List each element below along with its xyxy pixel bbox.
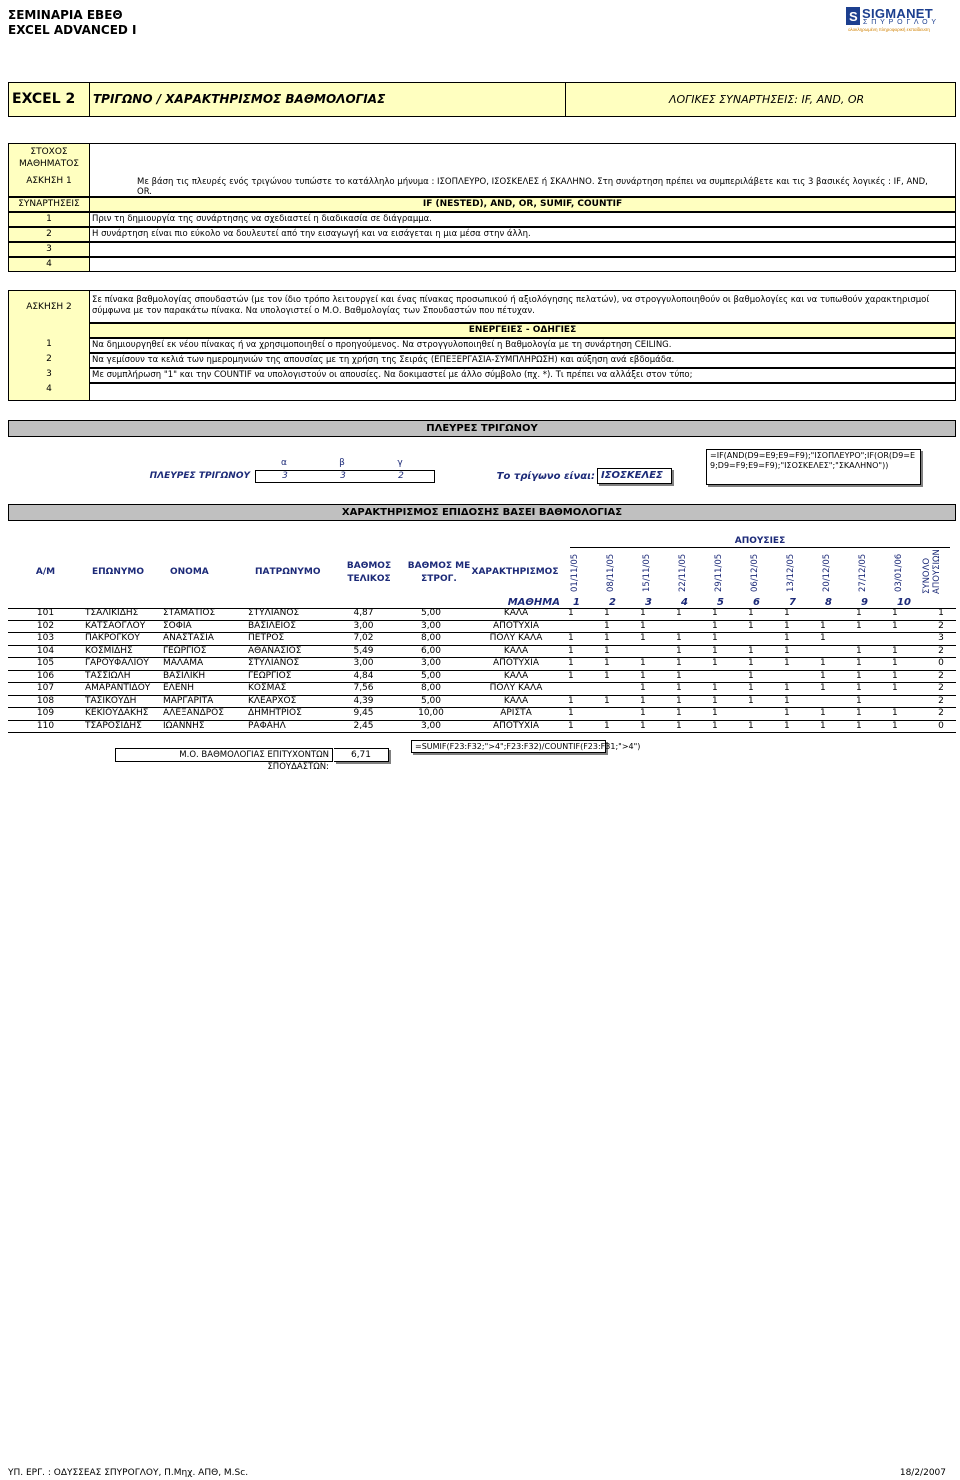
rounded-grade-cell: 8,00	[420, 633, 442, 643]
lesson-number: 6	[753, 597, 760, 608]
absence-cell: 1	[640, 683, 646, 693]
absence-cell	[746, 633, 782, 646]
exercise1-label: ΑΣΚΗΣΗ 1	[26, 176, 72, 186]
absence-cell: 1	[640, 658, 646, 668]
absence-cell: 1	[784, 720, 790, 731]
characterization-cell: ΚΑΛΑ	[503, 645, 529, 656]
absence-cell: 1	[856, 708, 862, 718]
father-cell: ΣΤΥΛΙΑΝΟΣ	[248, 608, 300, 618]
table-row	[8, 695, 956, 708]
father-cell: ΚΛΕΑΡΧΟΣ	[248, 695, 297, 706]
final-grade-cell: 2,45	[353, 720, 374, 731]
average-value: 6,71	[334, 748, 389, 762]
absence-cell: 1	[784, 658, 790, 668]
step-text	[90, 383, 956, 401]
step-text	[90, 257, 956, 272]
triangle-side-value: 3	[340, 471, 346, 481]
date-header: 13/12/05	[786, 553, 796, 592]
absence-cell	[566, 683, 602, 696]
total-absences-cell: 0	[938, 658, 944, 668]
absence-cell: 1	[892, 670, 898, 681]
name-cell: ΓΕΩΡΓΙΟΣ	[163, 645, 207, 656]
absence-cell	[674, 620, 710, 633]
absence-cell: 1	[604, 658, 610, 668]
absence-cell: 1	[676, 658, 682, 668]
total-absences-cell: 3	[938, 633, 944, 643]
absence-cell: 1	[568, 633, 574, 643]
characterization-cell: ΚΑΛΑ	[503, 695, 529, 706]
absence-cell: 1	[892, 720, 898, 731]
col-name: ΟΝΟΜΑ	[170, 567, 209, 577]
absence-cell: 1	[784, 645, 790, 656]
lesson-number: 2	[609, 597, 616, 608]
sigmanet-logo	[846, 6, 946, 36]
absences-label: ΑΠΟΥΣΙΕΣ	[570, 535, 950, 548]
absence-cell: 1	[820, 658, 826, 668]
characterization-cell: ΑΡΙΣΤΑ	[500, 708, 532, 718]
triangle-values	[255, 470, 435, 483]
absence-cell: 1	[568, 645, 574, 656]
am-cell: 101	[36, 608, 55, 618]
father-cell: ΚΟΣΜΑΣ	[248, 683, 287, 693]
absence-cell: 1	[640, 620, 646, 631]
am-cell: 103	[36, 633, 55, 643]
total-absences-cell: 1	[938, 608, 944, 618]
absence-cell	[602, 708, 638, 721]
absence-cell: 1	[892, 683, 898, 693]
step-number: 4	[46, 384, 52, 394]
rounded-grade-cell: 8,00	[420, 683, 442, 693]
absence-cell: 1	[748, 720, 754, 731]
step-text: Να γεμίσουν τα κελιά των ημερομηνιών της απουσίας με τη χρήση της Σειράς (ΕΠΕΞΕΡΓΑΣΙΑ-ΣΥΜΠΛΗΡΩΣΗ) και αύξηση ανά εβδομάδα.	[90, 353, 956, 368]
absence-cell: 1	[784, 608, 790, 618]
name-cell: ΕΛΕΝΗ	[163, 683, 195, 693]
characterization-cell: ΚΑΛΑ	[503, 670, 529, 681]
absence-cell: 1	[856, 608, 862, 618]
name-cell: ΙΩΑΝΝΗΣ	[163, 720, 205, 731]
surname-cell: ΤΣΑΛΙΚΙΔΗΣ	[85, 608, 139, 618]
exercise-code: EXCEL 2	[12, 91, 76, 107]
name-cell: ΣΟΦΙΑ	[163, 620, 192, 631]
functions-label: ΣΥΝΑΡΤΗΣΕΙΣ	[8, 197, 90, 212]
surname-cell: ΑΜΑΡΑΝΤΙΔΟΥ	[85, 683, 151, 693]
final-grade-cell: 7,02	[353, 633, 374, 643]
table-row	[8, 720, 956, 733]
absence-cell: 1	[604, 620, 610, 631]
absence-cell: 1	[676, 708, 682, 718]
absence-cell: 1	[604, 633, 610, 643]
rounded-grade-cell: 3,00	[420, 620, 442, 631]
functions-list: IF (NESTED), AND, OR, SUMIF, COUNTIF	[90, 197, 956, 212]
document-header	[8, 8, 137, 38]
absence-cell: 1	[856, 645, 862, 656]
surname-cell: ΚΑΤΣΑΟΓΛΟΥ	[85, 620, 146, 631]
absence-cell	[818, 645, 854, 658]
absence-cell	[782, 670, 818, 683]
surname-cell: ΤΣΑΡΟΣΙΔΗΣ	[85, 720, 142, 731]
table-row	[8, 608, 956, 620]
actions-label: ΕΝΕΡΓΕΙΕΣ - ΟΔΗΓΙΕΣ	[90, 323, 956, 338]
total-absences-cell: 2	[938, 620, 944, 631]
absence-cell: 1	[712, 620, 718, 631]
step-text: Η συνάρτηση είναι πιο εύκολο να δουλευτεί από την εισαγωγή και να εισάγεται η μια μέσα στην άλλη.	[90, 227, 956, 242]
lesson-number: 1	[573, 597, 580, 608]
absence-cell: 1	[856, 658, 862, 668]
total-absences-cell: 2	[938, 645, 944, 656]
absence-cell: 1	[892, 620, 898, 631]
absence-cell: 1	[712, 608, 718, 618]
grades-band: ΧΑΡΑΚΤΗΡΙΣΜΟΣ ΕΠΙΔΟΣΗΣ ΒΑΣΕΙ ΒΑΘΜΟΛΟΓΙΑΣ	[8, 504, 956, 521]
absence-cell	[818, 695, 854, 708]
absence-cell: 1	[892, 608, 898, 618]
date-header: 01/11/05	[570, 553, 580, 592]
rounded-grade-cell: 3,00	[420, 658, 442, 668]
lesson-number: 7	[789, 597, 796, 608]
absence-cell: 1	[568, 708, 574, 718]
col-rounded: ΒΑΘΜΟΣ ΜΕ ΣΤΡΟΓ.	[407, 561, 471, 584]
surname-cell: ΚΟΣΜΙΔΗΣ	[85, 645, 133, 656]
triangle-heads	[255, 457, 435, 470]
step-number: 2	[8, 227, 90, 242]
absence-cell: 1	[604, 670, 610, 681]
final-grade-cell: 3,00	[353, 658, 374, 668]
date-header: 27/12/05	[858, 553, 868, 592]
am-cell: 108	[36, 695, 55, 706]
exercise1-text: Με βάση τις πλευρές ενός τριγώνου τυπώστε το κατάλληλο μήνυμα : ΙΣΟΠΛΕΥΡΟ, ΙΣΟΣΚΕΛΕΣ ή ΣΚΑΛΗΝΟ. Στη συνάρτηση πρέπει να συμπεριλάβετε και τις 3 βασικές λογικές : IF, AND, OR.	[137, 177, 928, 197]
table-row	[8, 670, 956, 683]
absence-cell: 1	[820, 670, 826, 681]
triangle-result: ΙΣΟΣΚΕΛΕΣ	[597, 468, 672, 484]
lesson-label: ΜΑΘΗΜΑ	[507, 597, 560, 608]
absence-cell: 1	[640, 708, 646, 718]
rounded-grade-cell: 6,00	[420, 645, 442, 656]
col-father: ΠΑΤΡΩΝΥΜΟ	[255, 567, 321, 577]
surname-cell: ΤΑΣΙΚΟΥΔΗ	[85, 695, 137, 706]
absence-cell: 1	[640, 670, 646, 681]
absence-cell: 1	[748, 670, 754, 681]
col-am: Α/Μ	[35, 567, 56, 577]
absence-cell: 1	[712, 720, 718, 731]
logo-subtitle: Σ Π Υ Ρ Ο Γ Λ Ο Υ	[863, 19, 938, 26]
surname-cell: ΚΕΚΙΟΥΔΑΚΗΣ	[85, 708, 149, 718]
exercise-banner	[8, 82, 956, 117]
surname-cell: ΤΑΣΣΙΩΛΗ	[85, 670, 131, 681]
final-grade-cell: 4,87	[353, 608, 374, 618]
total-absences-cell: 2	[938, 683, 944, 693]
lesson-number: 9	[861, 597, 868, 608]
absence-cell: 1	[784, 708, 790, 718]
total-absences-cell: 2	[938, 708, 944, 718]
absence-cell: 1	[748, 658, 754, 668]
triangle-side-value: 2	[398, 471, 404, 481]
name-cell: ΒΑΣΙΛΙΚΗ	[163, 670, 206, 681]
absence-cell: 1	[892, 708, 898, 718]
am-cell: 106	[36, 670, 55, 681]
absence-cell: 1	[748, 608, 754, 618]
col-characterization: ΧΑΡΑΚΤΗΡΙΣΜΟΣ	[471, 567, 559, 577]
absence-cell: 1	[820, 633, 826, 643]
triangle-band: ΠΛΕΥΡΕΣ ΤΡΙΓΩΝΟΥ	[8, 420, 956, 437]
father-cell: ΓΕΩΡΓΙΟΣ	[248, 670, 292, 681]
absence-cell: 1	[676, 645, 682, 656]
footer-date: 18/2/2007	[899, 1468, 946, 1478]
date-header: 29/11/05	[714, 553, 724, 592]
father-cell: ΒΑΣΙΛΕΙΟΣ	[248, 620, 296, 631]
absence-cell: 1	[784, 620, 790, 631]
triangle-row-label: ΠΛΕΥΡΕΣ ΤΡΙΓΩΝΟΥ	[149, 471, 250, 481]
date-header: 22/11/05	[678, 553, 688, 592]
table-row	[8, 633, 956, 646]
father-cell: ΠΕΤΡΟΣ	[248, 633, 285, 643]
father-cell: ΡΑΦΑΗΛ	[248, 720, 286, 731]
rounded-grade-cell: 5,00	[420, 670, 442, 681]
final-grade-cell: 4,39	[353, 695, 374, 706]
step-text: Πριν τη δημιουργία της συνάρτησης να σχεδιαστεί η διαδικασία σε διάγραμμα.	[90, 212, 956, 227]
absence-cell: 1	[640, 608, 646, 618]
absence-cell	[710, 670, 746, 683]
rounded-grade-cell: 3,00	[420, 720, 442, 731]
absence-cell: 1	[892, 645, 898, 656]
absence-cell: 1	[568, 608, 574, 618]
course-title: EXCEL ADVANCED I	[8, 23, 137, 37]
triangle-side-head: γ	[397, 458, 403, 468]
absence-cell: 1	[748, 683, 754, 693]
absence-cell: 1	[892, 658, 898, 668]
absence-cell: 1	[676, 608, 682, 618]
date-header: 08/11/05	[606, 553, 616, 592]
date-header: 20/12/05	[822, 553, 832, 592]
absence-cell: 1	[856, 683, 862, 693]
am-cell: 102	[36, 620, 55, 631]
seminar-title: ΣΕΜΙΝΑΡΙΑ ΕΒΕΘ	[8, 8, 123, 22]
final-grade-cell: 4,84	[353, 670, 374, 681]
father-cell: ΔΗΜΗΤΡΙΟΣ	[248, 708, 302, 718]
absence-cell: 1	[820, 720, 826, 731]
absence-cell: 1	[856, 670, 862, 681]
absence-cell: 1	[784, 695, 790, 706]
characterization-cell: ΠΟΛΥ ΚΑΛΑ	[489, 683, 543, 693]
total-absences-cell: 0	[938, 720, 944, 731]
absence-cell: 1	[640, 695, 646, 706]
name-cell: ΑΛΕΞΑΝΔΡΟΣ	[163, 708, 224, 718]
average-label: Μ.Ο. ΒΑΘΜΟΛΟΓΙΑΣ ΕΠΙΤΥΧΟΝΤΩΝ ΣΠΟΥΔΑΣΤΩΝ:	[115, 748, 333, 762]
absence-cell: 1	[712, 645, 718, 656]
absence-cell: 1	[856, 620, 862, 631]
am-cell: 104	[36, 645, 55, 656]
table-row	[8, 708, 956, 721]
final-grade-cell: 5,49	[353, 645, 374, 656]
step-number: 2	[46, 354, 52, 364]
step-number: 3	[46, 369, 52, 379]
step-number: 3	[8, 242, 90, 257]
table-row	[8, 683, 956, 696]
rounded-grade-cell: 10,00	[418, 708, 444, 718]
final-grade-cell: 9,45	[353, 708, 374, 718]
exercise-title: ΤΡΙΓΩΝΟ / ΧΑΡΑΚΤΗΡΙΣΜΟΣ ΒΑΘΜΟΛΟΓΙΑΣ	[93, 92, 386, 106]
absence-cell: 1	[604, 608, 610, 618]
absence-cell: 1	[604, 720, 610, 731]
absence-cell: 1	[712, 708, 718, 718]
absence-cell: 1	[568, 670, 574, 681]
father-cell: ΣΤΥΛΙΑΝΟΣ	[248, 658, 300, 668]
lesson-number: 10	[897, 597, 911, 608]
triangle-result-label: Το τρίγωνο είναι:	[496, 471, 595, 482]
absence-cell: 1	[712, 633, 718, 643]
date-header: 06/12/05	[750, 553, 760, 592]
absence-cell: 1	[676, 695, 682, 706]
absence-cell	[746, 708, 782, 721]
absence-cell: 1	[856, 695, 862, 706]
step-text: Να δημιουργηθεί εκ νέου πίνακας ή να χρησιμοποιηθεί ο προηγούμενος. Να στρογγυλοποιηθεί η Βαθμολογία με τη συνάρτηση CEILING.	[90, 338, 956, 353]
goal-label: ΣΤΟΧΟΣ ΜΑΘΗΜΑΤΟΣ	[19, 147, 79, 169]
exercise2-text: Σε πίνακα βαθμολογίας σπουδαστών (με τον ίδιο τρόπο λειτουργεί και ένας πίνακας προσωπικού ή αξιολόγησης πελατών), να στρογγυλοποιηθούν οι βαθμολογίες και να τυπωθούν χαρακτηρισμοί σύμφωνα με τον παρακάτω πίνακα. Να υπολογιστεί ο Μ.Ο. Βαθμολογίας των Σπουδαστών που πέτυχαν.	[92, 295, 930, 316]
father-cell: ΑΘΑΝΑΣΙΟΣ	[248, 645, 302, 656]
rounded-grade-cell: 5,00	[420, 695, 442, 706]
am-cell: 105	[36, 658, 55, 668]
rounded-grade-cell: 5,00	[420, 608, 442, 618]
average-formula: =SUMIF(F23:F32;">4";F23:F32)/COUNTIF(F23:F31;">4")	[411, 740, 606, 753]
absence-cell	[890, 695, 926, 708]
final-grade-cell: 7,56	[353, 683, 374, 693]
col-surname: ΕΠΩΝΥΜΟ	[92, 567, 144, 577]
characterization-cell: ΑΠΟΤΥΧΙΑ	[493, 658, 539, 668]
am-cell: 110	[36, 720, 55, 731]
absence-cell	[818, 608, 854, 620]
absence-cell: 1	[604, 645, 610, 656]
characterization-cell: ΠΟΛΥ ΚΑΛΑ	[489, 633, 543, 643]
exercise-functions: ΛΟΓΙΚΕΣ ΣΥΝΑΡΤΗΣΕΙΣ: IF, AND, OR	[669, 93, 865, 106]
absence-cell: 1	[712, 695, 718, 706]
triangle-side-head: β	[339, 458, 345, 468]
step-number: 1	[8, 212, 90, 227]
final-grade-cell: 3,00	[353, 620, 374, 631]
absence-cell: 1	[640, 720, 646, 731]
absence-cell: 1	[820, 683, 826, 693]
absence-cell: 1	[712, 658, 718, 668]
absence-cell: 1	[820, 620, 826, 631]
surname-cell: ΓΑΡΟΥΦΑΛΙΟΥ	[85, 658, 149, 668]
triangle-formula: =IF(AND(D9=E9;E9=F9);"ΙΣΟΠΛΕΥΡΟ";IF(OR(D9=E9;D9=F9;E9=F9);"ΙΣΟΣΚΕΛΕΣ";"ΣΚΑΛΗΝΟ"))	[706, 449, 921, 485]
total-absences-cell: 2	[938, 670, 944, 681]
date-header: 03/01/06	[894, 553, 904, 592]
table-row	[8, 658, 956, 671]
absence-cell: 1	[640, 633, 646, 643]
step-number: 4	[8, 257, 90, 272]
footer-author: ΥΠ. ΕΡΓ. : ΟΔΥΣΣΕΑΣ ΣΠΥΡΟΓΛΟΥ, Π.Μηχ. ΑΠΘ, M.Sc.	[8, 1468, 249, 1478]
absence-cell: 1	[820, 708, 826, 718]
absence-cell	[854, 633, 890, 646]
am-cell: 109	[36, 708, 55, 718]
absence-cell: 1	[568, 695, 574, 706]
step-text	[90, 242, 956, 257]
lesson-number: 3	[645, 597, 652, 608]
name-cell: ΑΝΑΣΤΑΣΙΑ	[163, 633, 214, 643]
absence-cell: 1	[568, 720, 574, 731]
absence-cell: 1	[676, 683, 682, 693]
name-cell: ΣΤΑΜΑΤΙΟΣ	[163, 608, 216, 618]
absence-cell: 1	[712, 683, 718, 693]
absence-cell: 1	[604, 695, 610, 706]
total-absences-cell: 2	[938, 695, 944, 706]
exercise2-label: ΑΣΚΗΣΗ 2	[26, 302, 72, 312]
name-cell: ΜΑΡΓΑΡΙΤΑ	[163, 695, 214, 706]
lesson-number: 8	[825, 597, 832, 608]
absence-cell: 1	[748, 620, 754, 631]
col-total-absences: ΣΥΝΟΛΟ ΑΠΟΥΣΙΩΝ	[922, 549, 942, 594]
name-cell: ΜΑΛΑΜΑ	[163, 658, 204, 668]
table-row	[8, 645, 956, 658]
table-row	[8, 620, 956, 633]
absence-cell: 1	[784, 633, 790, 643]
absence-cell	[890, 633, 926, 646]
lesson-number: 4	[681, 597, 688, 608]
am-cell: 107	[36, 683, 55, 693]
step-number: 1	[46, 339, 52, 349]
absence-cell: 1	[784, 683, 790, 693]
logo-tagline: ολοκληρωμένη πληροφορική εκπαίδευση	[848, 27, 930, 32]
svg-text:S: S	[849, 9, 858, 24]
absence-cell: 1	[856, 720, 862, 731]
triangle-side-value: 3	[282, 471, 288, 481]
absence-cell: 1	[676, 633, 682, 643]
absence-cell	[638, 645, 674, 658]
triangle-side-head: α	[281, 458, 287, 468]
grades-table	[8, 608, 956, 733]
characterization-cell: ΑΠΟΤΥΧΙΑ	[493, 720, 539, 731]
absence-cell	[566, 620, 602, 633]
absence-cell: 1	[748, 645, 754, 656]
absence-cell	[602, 683, 638, 696]
lesson-number: 5	[717, 597, 724, 608]
absence-cell: 1	[748, 695, 754, 706]
absence-cell: 1	[676, 670, 682, 681]
col-final: ΒΑΘΜΟΣ ΤΕΛΙΚΟΣ	[346, 561, 392, 584]
step-text: Με συμπλήρωση "1" και την COUNTIF να υπολογιστούν οι απουσίες. Να δοκιμαστεί με άλλο σύμβολο (πχ. *). Τι πρέπει να αλλάξει στον τύπο;	[90, 368, 956, 383]
date-header: 15/11/05	[642, 553, 652, 592]
absence-cell: 1	[568, 658, 574, 668]
surname-cell: ΠΑΚΡΟΓΚΟΥ	[85, 633, 140, 643]
characterization-cell: ΑΠΟΤΥΧΙΑ	[493, 620, 539, 631]
logo-name: SIGMANET	[862, 6, 934, 21]
characterization-cell: ΚΑΛΑ	[503, 608, 529, 618]
absence-cell: 1	[676, 720, 682, 731]
